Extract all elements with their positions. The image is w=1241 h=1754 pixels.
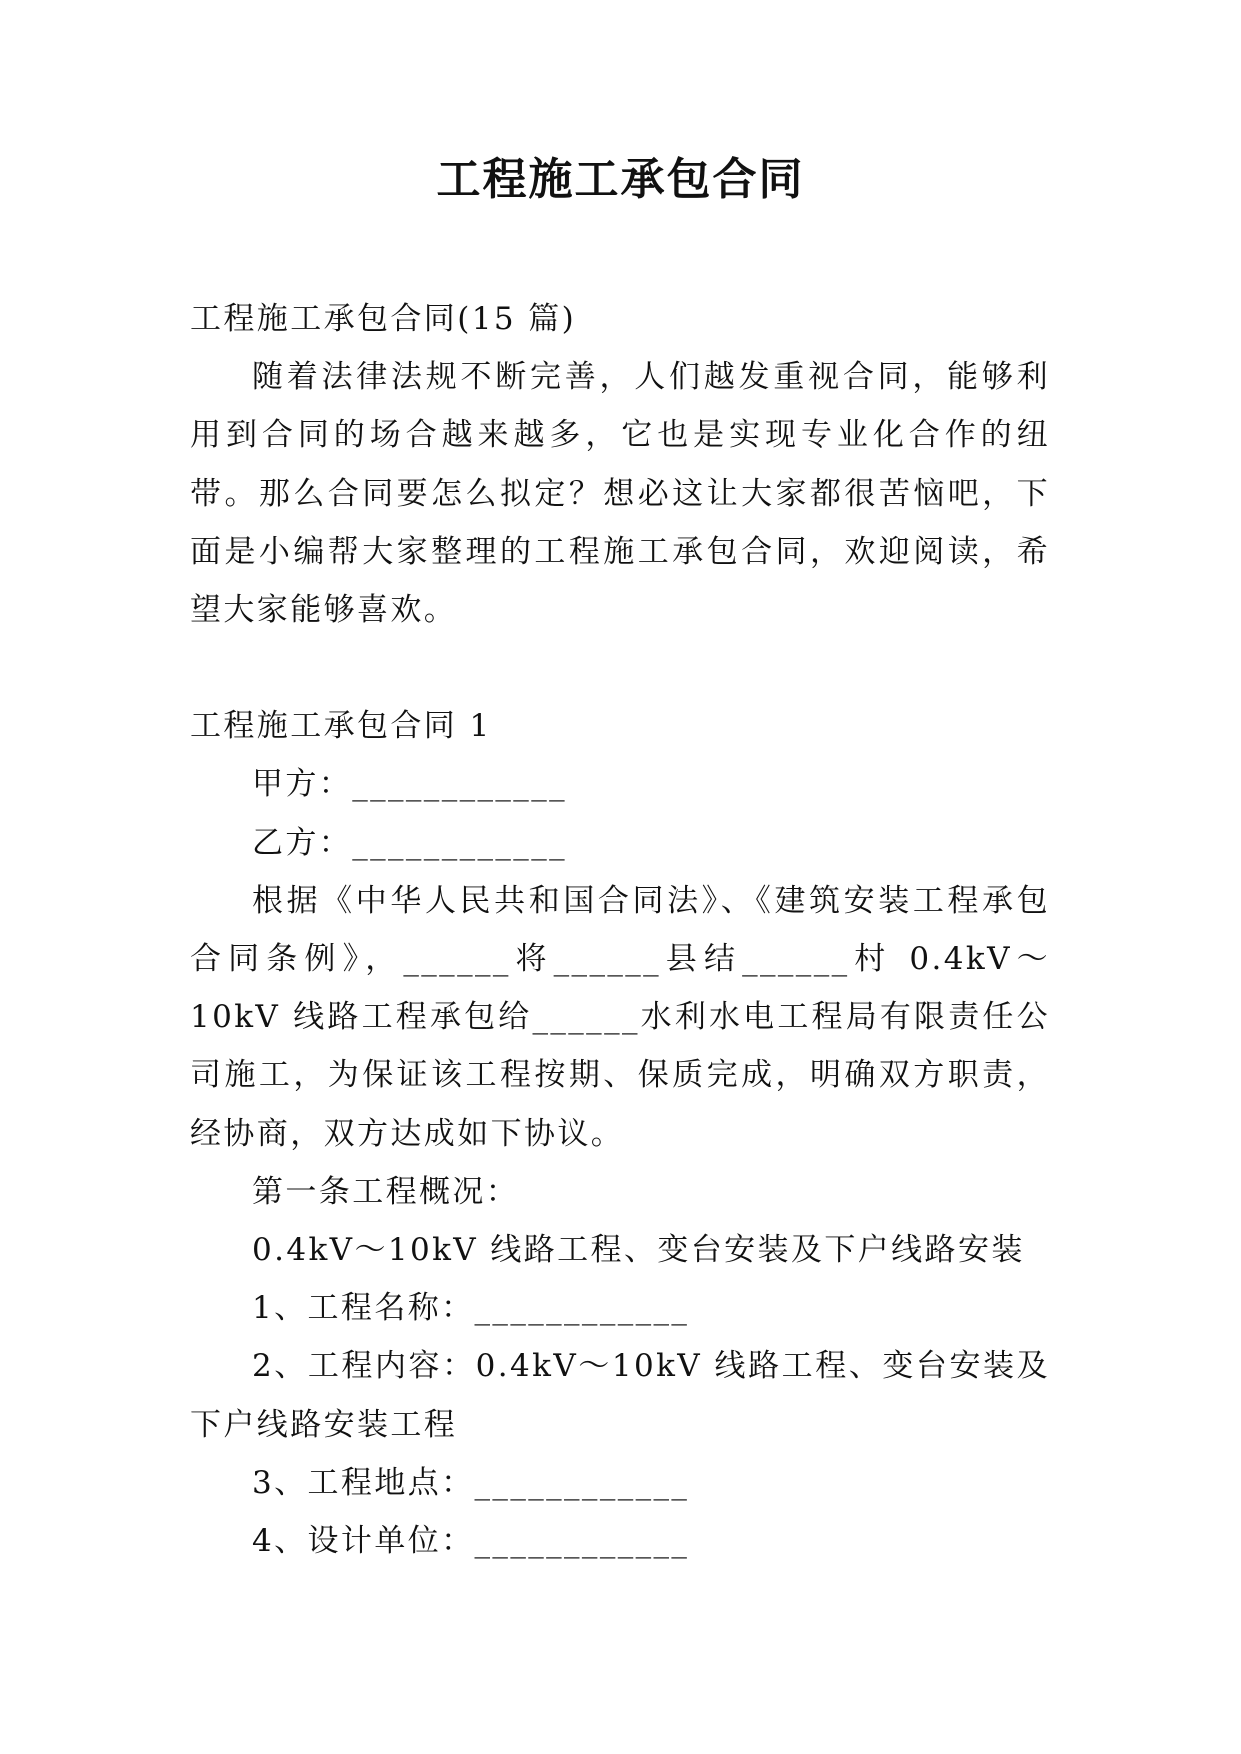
document-body — [190, 290, 1050, 1570]
section-heading: 工程施工承包合同 1 — [190, 708, 492, 745]
item-project-content: 2、工程内容：0.4kV～10kV 线路工程、变台安装及下户线路安装工程 — [190, 1348, 1050, 1443]
subtitle: 工程施工承包合同(15 篇) — [190, 301, 577, 337]
article1-heading: 第一条工程概况： — [252, 1173, 520, 1210]
article1-scope: 0.4kV～10kV 线路工程、变台安装及下户线路安装 — [252, 1232, 1025, 1269]
party-a-line: 甲方：____________ — [252, 766, 567, 803]
item-design-unit: 4、设计单位：____________ — [252, 1523, 690, 1560]
item-project-location: 3、工程地点：____________ — [252, 1464, 690, 1501]
party-b-line: 乙方：____________ — [252, 824, 567, 861]
section-spacer — [190, 639, 1050, 697]
intro-paragraph: 随着法律法规不断完善，人们越发重视合同，能够利用到合同的场合越来越多，它也是实现专业化合作的纽带。那么合同要怎么拟定？想必这让大家都很苦恼吧，下面是小编帮大家整理的工程施工承包合同，欢迎阅读，希望大家能够喜欢。 — [190, 359, 1050, 629]
preamble-paragraph: 根据《中华人民共和国合同法》、《建筑安装工程承包合同条例》，______将______县结______村 0.4kV～10kV 线路工程承包给______水利水电工程局有限责任公司施工，为保证该工程按期、保质完成，明确双方职责，经协商，双方达成如下协议。 — [190, 882, 1050, 1152]
item-project-name: 1、工程名称：____________ — [252, 1290, 690, 1327]
document-title: 工程施工承包合同 — [436, 154, 805, 205]
